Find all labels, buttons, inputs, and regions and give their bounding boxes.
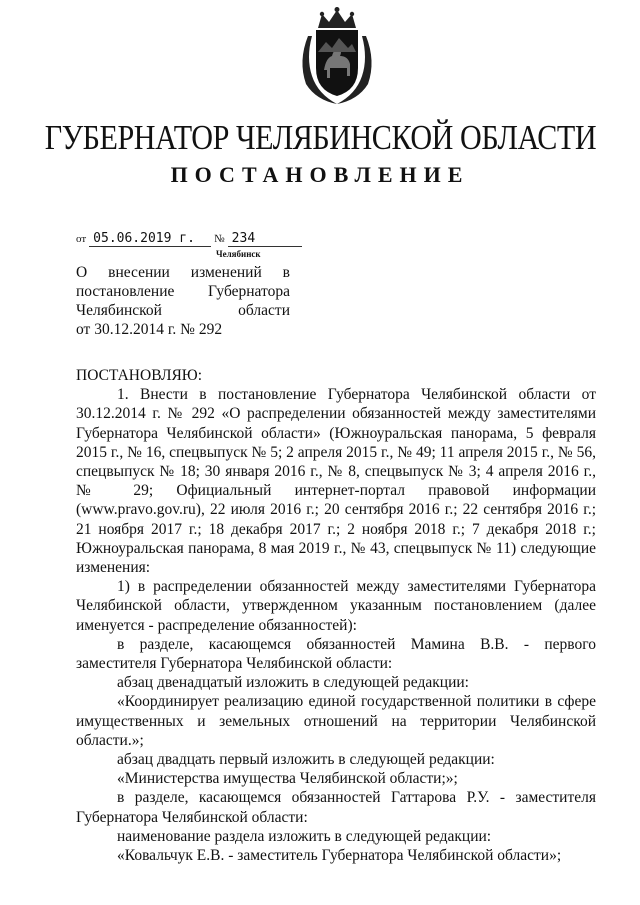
issuer-title: ГУБЕРНАТОР ЧЕЛЯБИНСКОЙ ОБЛАСТИ: [44, 118, 597, 157]
body-paragraph: абзац двенадцатый изложить в следующей редакции:: [117, 674, 469, 692]
body-paragraph: в разделе, касающемся обязанностей Гаттарова Р.У. - заместителя Губернатора Челябинской области:: [76, 789, 596, 826]
body-paragraph: «Министерства имущества Челябинской области;»;: [117, 770, 458, 788]
subject-line: О внесении изменений в: [76, 264, 290, 281]
issue-city: Челябинск: [216, 249, 261, 259]
subject-line: от 30.12.2014 г. № 292: [76, 321, 223, 338]
document-body: [76, 366, 596, 865]
date-label: от: [76, 233, 87, 245]
document-number: 234: [228, 231, 302, 247]
document-subject: [76, 263, 290, 339]
body-paragraph: 1. Внести в постановление Губернатора Челябинской области от 30.12.2014 г. № 292 «О распределении обязанностей между заместителями Губернатора Челябинской области» (Южноуральская панорама, 5 февраля 2015 г., № 16, спецвыпуск № 5; 2 апреля 2015 г., № 49; 11 апреля 2015 г., № 56, спецвыпуск № 18; 30 января 2016 г., № 8, спецвыпуск № 3; 4 апреля 2016 г., № 29; Официальный интернет-портал правовой информации (www.pravo.gov.ru), 22 июля 2016 г.; 20 сентября 2016 г.; 22 сентября 2016 г.; 21 ноября 2017 г.; 18 декабря 2017 г.; 2 ноября 2018 г.; 7 декабря 2018 г.; Южноуральская панорама, 8 мая 2019 г., № 43, спецвыпуск № 11) следующие изменения:: [76, 386, 596, 577]
subject-line: Челябинской области: [76, 302, 290, 319]
body-paragraph: «Ковальчук Е.В. - заместитель Губернатора Челябинской области»;: [117, 847, 562, 865]
body-paragraph: «Координирует реализацию единой государственной политики в сфере имущественных и земельных отношений на территории Челябинской области.»;: [76, 693, 596, 749]
document-type-title: ПОСТАНОВЛЕНИЕ: [170, 162, 470, 187]
subject-line: постановление Губернатора: [76, 283, 290, 300]
body-paragraph: наименование раздела изложить в следующей редакции:: [117, 827, 492, 845]
document-date: 05.06.2019 г.: [89, 231, 211, 247]
coat-of-arms-emblem: [296, 6, 378, 106]
number-label: №: [214, 233, 225, 245]
document-meta: [76, 231, 302, 247]
body-paragraph: в разделе, касающемся обязанностей Мамина В.В. - первого заместителя Губернатора Челябинской области:: [76, 635, 596, 673]
body-paragraph: абзац двадцать первый изложить в следующей редакции:: [117, 751, 495, 769]
body-paragraph: 1) в распределении обязанностей между заместителями Губернатора Челябинской области, утвержденном указанным постановлением (далее именуется - распределение обязанностей):: [76, 578, 596, 634]
decree-heading: ПОСТАНОВЛЯЮ:: [76, 367, 203, 384]
